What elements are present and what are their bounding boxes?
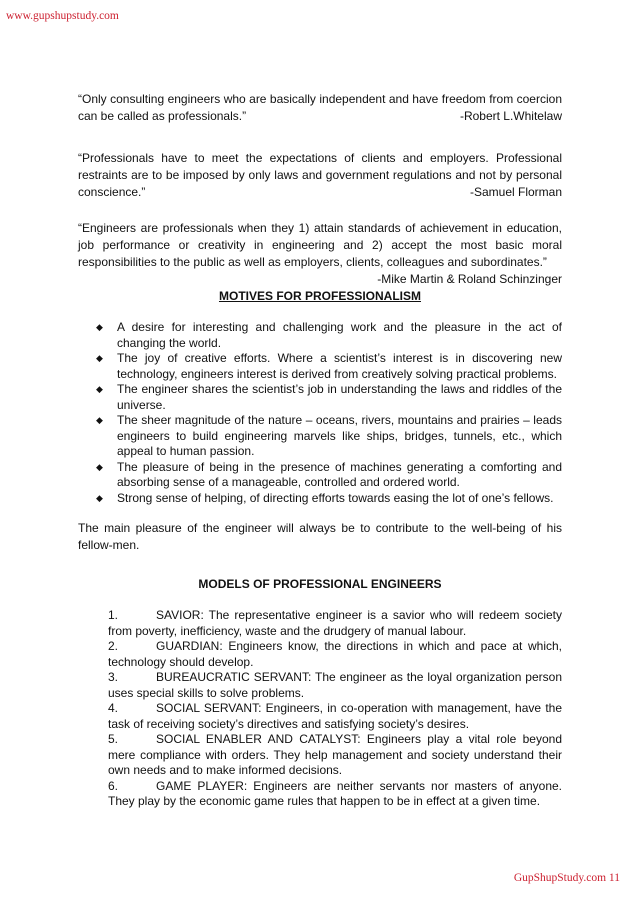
item-number: 2. xyxy=(108,639,119,653)
models-heading: MODELS OF PROFESSIONAL ENGINEERS xyxy=(198,577,442,591)
quote-florman xyxy=(78,150,562,201)
page-content xyxy=(78,91,562,810)
item-number: 3. xyxy=(108,670,119,684)
list-item: ◆ Strong sense of helping, of directing efforts towards easing the lot of one’s fellows. xyxy=(96,490,554,505)
list-item xyxy=(108,608,562,639)
list-item xyxy=(108,639,562,670)
item-number: 5. xyxy=(108,732,119,746)
item-number: 1. xyxy=(108,608,119,622)
list-item xyxy=(108,670,562,701)
list-item: ◆ A desire for interesting and challenging work and the pleasure in the act of changing the world. xyxy=(96,320,562,350)
quote-text: “Professionals have to meet the expectations of clients and employers. Professional restraints are to be imposed by only laws and government regulations and not by personal conscience.” xyxy=(78,151,562,199)
closing-paragraph: The main pleasure of the engineer will always be to contribute to the well-being of his fellow-men. xyxy=(78,521,562,552)
list-item xyxy=(108,732,562,779)
bullet-icon: ◆ xyxy=(96,492,103,503)
bullet-icon: ◆ xyxy=(96,353,103,363)
bullet-icon: ◆ xyxy=(96,384,103,394)
watermark-bottom: GupShupStudy.com 11 xyxy=(513,872,620,884)
item-text: GAME PLAYER: Engineers are neither servants nor masters of anyone. They play by the economic game rules that happen to be in effect at a given time. xyxy=(108,778,562,808)
list-item: ◆ The joy of creative efforts. Where a scientist’s interest is in discovering new technology, engineers interest is derived from creatively solving practical problems. xyxy=(96,351,562,381)
quote-text: “Only consulting engineers who are basically independent and have freedom from coercion can be called as professionals.” xyxy=(78,92,562,123)
models-list xyxy=(78,608,562,810)
item-text: SAVIOR: The representative engineer is a savior who will redeem society from poverty, inefficiency, waste and the drudgery of manual labour. xyxy=(108,608,562,638)
list-item: ◆ The engineer shares the scientist’s job in understanding the laws and riddles of the universe. xyxy=(96,382,562,412)
item-text: BUREAUCRATIC SERVANT: The engineer as the loyal organization person uses special skills to solve problems. xyxy=(108,670,562,700)
quote-martin-schinzinger xyxy=(78,220,562,286)
quote-whitelaw xyxy=(78,91,562,125)
item-text: SOCIAL ENABLER AND CATALYST: Engineers play a vital role beyond mere compliance with orders. They help management and society understand their own needs and to make informed decisions. xyxy=(108,732,562,777)
quote-author: -Robert L.Whitelaw xyxy=(459,109,562,123)
list-item xyxy=(108,701,562,732)
watermark-top: www.gupshupstudy.com xyxy=(6,10,119,22)
quote-author: -Mike Martin & Roland Schinzinger xyxy=(377,272,562,286)
quote-text: “Engineers are professionals when they 1) attain standards of achievement in education, job performance or creativity in engineering and 2) accept the most basic moral responsibilities to the public as well as employers, clients, colleagues and subordinates.” xyxy=(78,221,562,269)
item-text: SOCIAL SERVANT: Engineers, in co-operation with management, have the task of receiving society’s directives and satisfying society’s desires. xyxy=(108,701,562,731)
bullet-icon: ◆ xyxy=(96,461,103,472)
bullet-icon: ◆ xyxy=(96,322,103,332)
motives-heading: MOTIVES FOR PROFESSIONALISM xyxy=(218,289,421,303)
bullet-icon: ◆ xyxy=(96,415,103,425)
item-text: GUARDIAN: Engineers know, the directions in which and pace at which, technology should develop. xyxy=(108,639,562,669)
item-number: 6. xyxy=(108,778,119,793)
list-item: ◆ The pleasure of being in the presence of machines generating a comforting and absorbing sense of a manageable, controlled and ordered world. xyxy=(96,459,562,489)
item-number: 4. xyxy=(108,701,119,715)
list-item xyxy=(108,779,562,810)
motives-list xyxy=(78,320,562,506)
quote-author: -Samuel Florman xyxy=(469,185,562,199)
list-item: ◆ The sheer magnitude of the nature – oceans, rivers, mountains and prairies – leads engineers to build engineering marvels like ships, bridges, tunnels, etc., which appeal to human passion. xyxy=(96,413,562,458)
